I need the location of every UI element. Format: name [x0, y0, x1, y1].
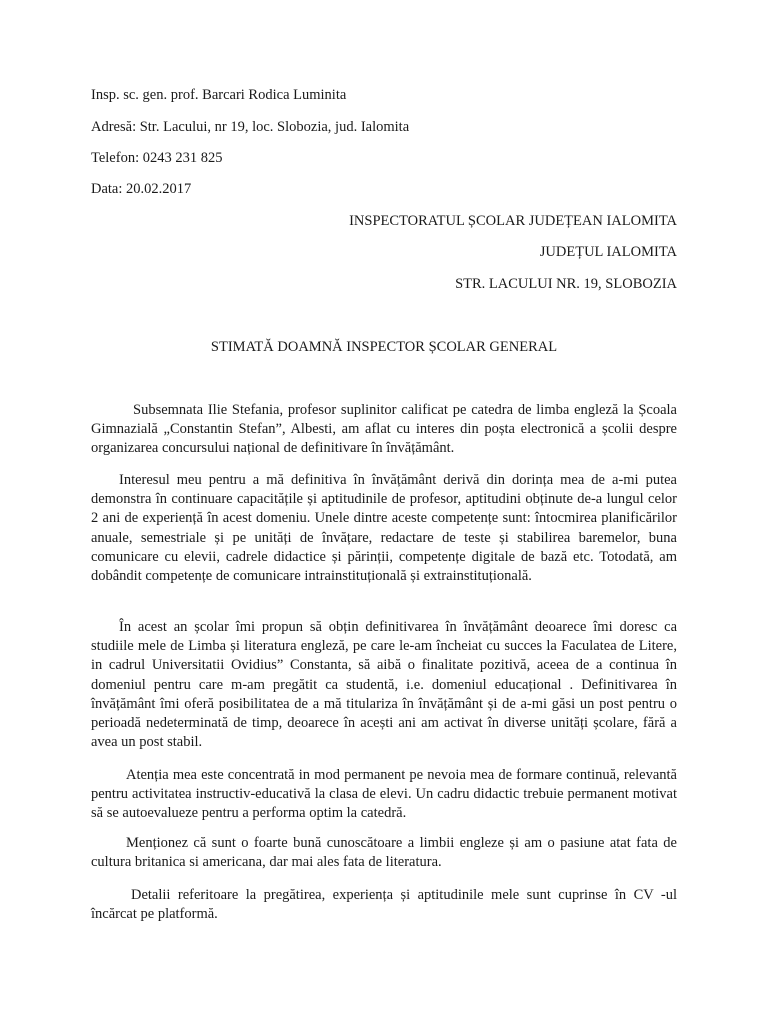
recipient-institution: INSPECTORATUL ȘCOLAR JUDEȚEAN IALOMITA	[349, 213, 677, 229]
salutation: STIMATĂ DOAMNĂ INSPECTOR ȘCOLAR GENERAL	[210, 339, 558, 355]
paragraph-intro: Subsemnata Ilie Stefania, profesor suplinitor calificat pe catedra de limba engleză la Școala Gimnazială „Constantin Stefan”, Albesti, am aflat cu interes din poșta electronică a școlii despre organizarea concursului național de definitivare în învățământ.	[91, 402, 677, 457]
sender-phone: Telefon: 0243 231 825	[91, 150, 223, 166]
paragraph-motivation: Interesul meu pentru a mă definitiva în învățământ derivă din dorința mea de a-mi putea demonstra în continuare capacitățile și aptitudinile de profesor, aptitudini obținute de-a lungul celor 2 ani de experiență în acest domeniu. Unele dintre aceste competențe sunt: întocmirea planificărilor anuale, semestriale și pe unități de învățare, redactare de teste și stabilirea baremelor, buna comunicare cu elevii, cadrele didactice și părinții, competențe digitale de bază etc. Totodată, am dobândit competențe de comunicare intrainstituțională și extrainstituțională.	[91, 472, 677, 585]
paragraph-training: Atenția mea este concentrată in mod permanent pe nevoia mea de formare continuă, relevantă pentru activitatea instructiv-educativă la clasa de elevi. Un cadru didactic trebuie permanent motivat să se autoevalueze pentru a performa optim la catedră.	[91, 767, 677, 822]
recipient-county: JUDEȚUL IALOMITA	[539, 244, 677, 260]
paragraph-goals: În acest an școlar îmi propun să obțin definitivarea în învățământ deoarece îmi doresc ca studiile mele de Limba și literatura engleză, pe care le-am încheiat cu succes la Faculatea de Litere, in cadrul Universitatii Ovidius” Constanta, să aibă o finalitate pozitivă, aceea de a continua în domeniul pentru care m-am pregătit ca studentă, i.e. domeniul educațional . Definitivarea în învățământ îmi oferă posibilitatea de a mă titulariza în învățământ și de a-mi găsi un post pentru o perioadă nedeterminată de timp, deoarece în acești ani am activat în diverse unități școlare, fără a avea un post stabil.	[91, 619, 677, 751]
sender-address: Adresă: Str. Lacului, nr 19, loc. Slobozia, jud. Ialomita	[91, 119, 410, 135]
recipient-street: STR. LACULUI NR. 19, SLOBOZIA	[455, 276, 677, 292]
paragraph-english: Menționez că sunt o foarte bună cunoscătoare a limbii engleze și am o pasiune atat fata de cultura britanica si americana, dar mai ales fata de literatura.	[91, 835, 677, 871]
sender-name: Insp. sc. gen. prof. Barcari Rodica Luminita	[91, 87, 347, 103]
paragraph-cv: Detalii referitoare la pregătirea, experiența și aptitudinile mele sunt cuprinse în CV -ul încărcat pe platformă.	[91, 887, 677, 923]
letter-date: Data: 20.02.2017	[91, 181, 192, 197]
